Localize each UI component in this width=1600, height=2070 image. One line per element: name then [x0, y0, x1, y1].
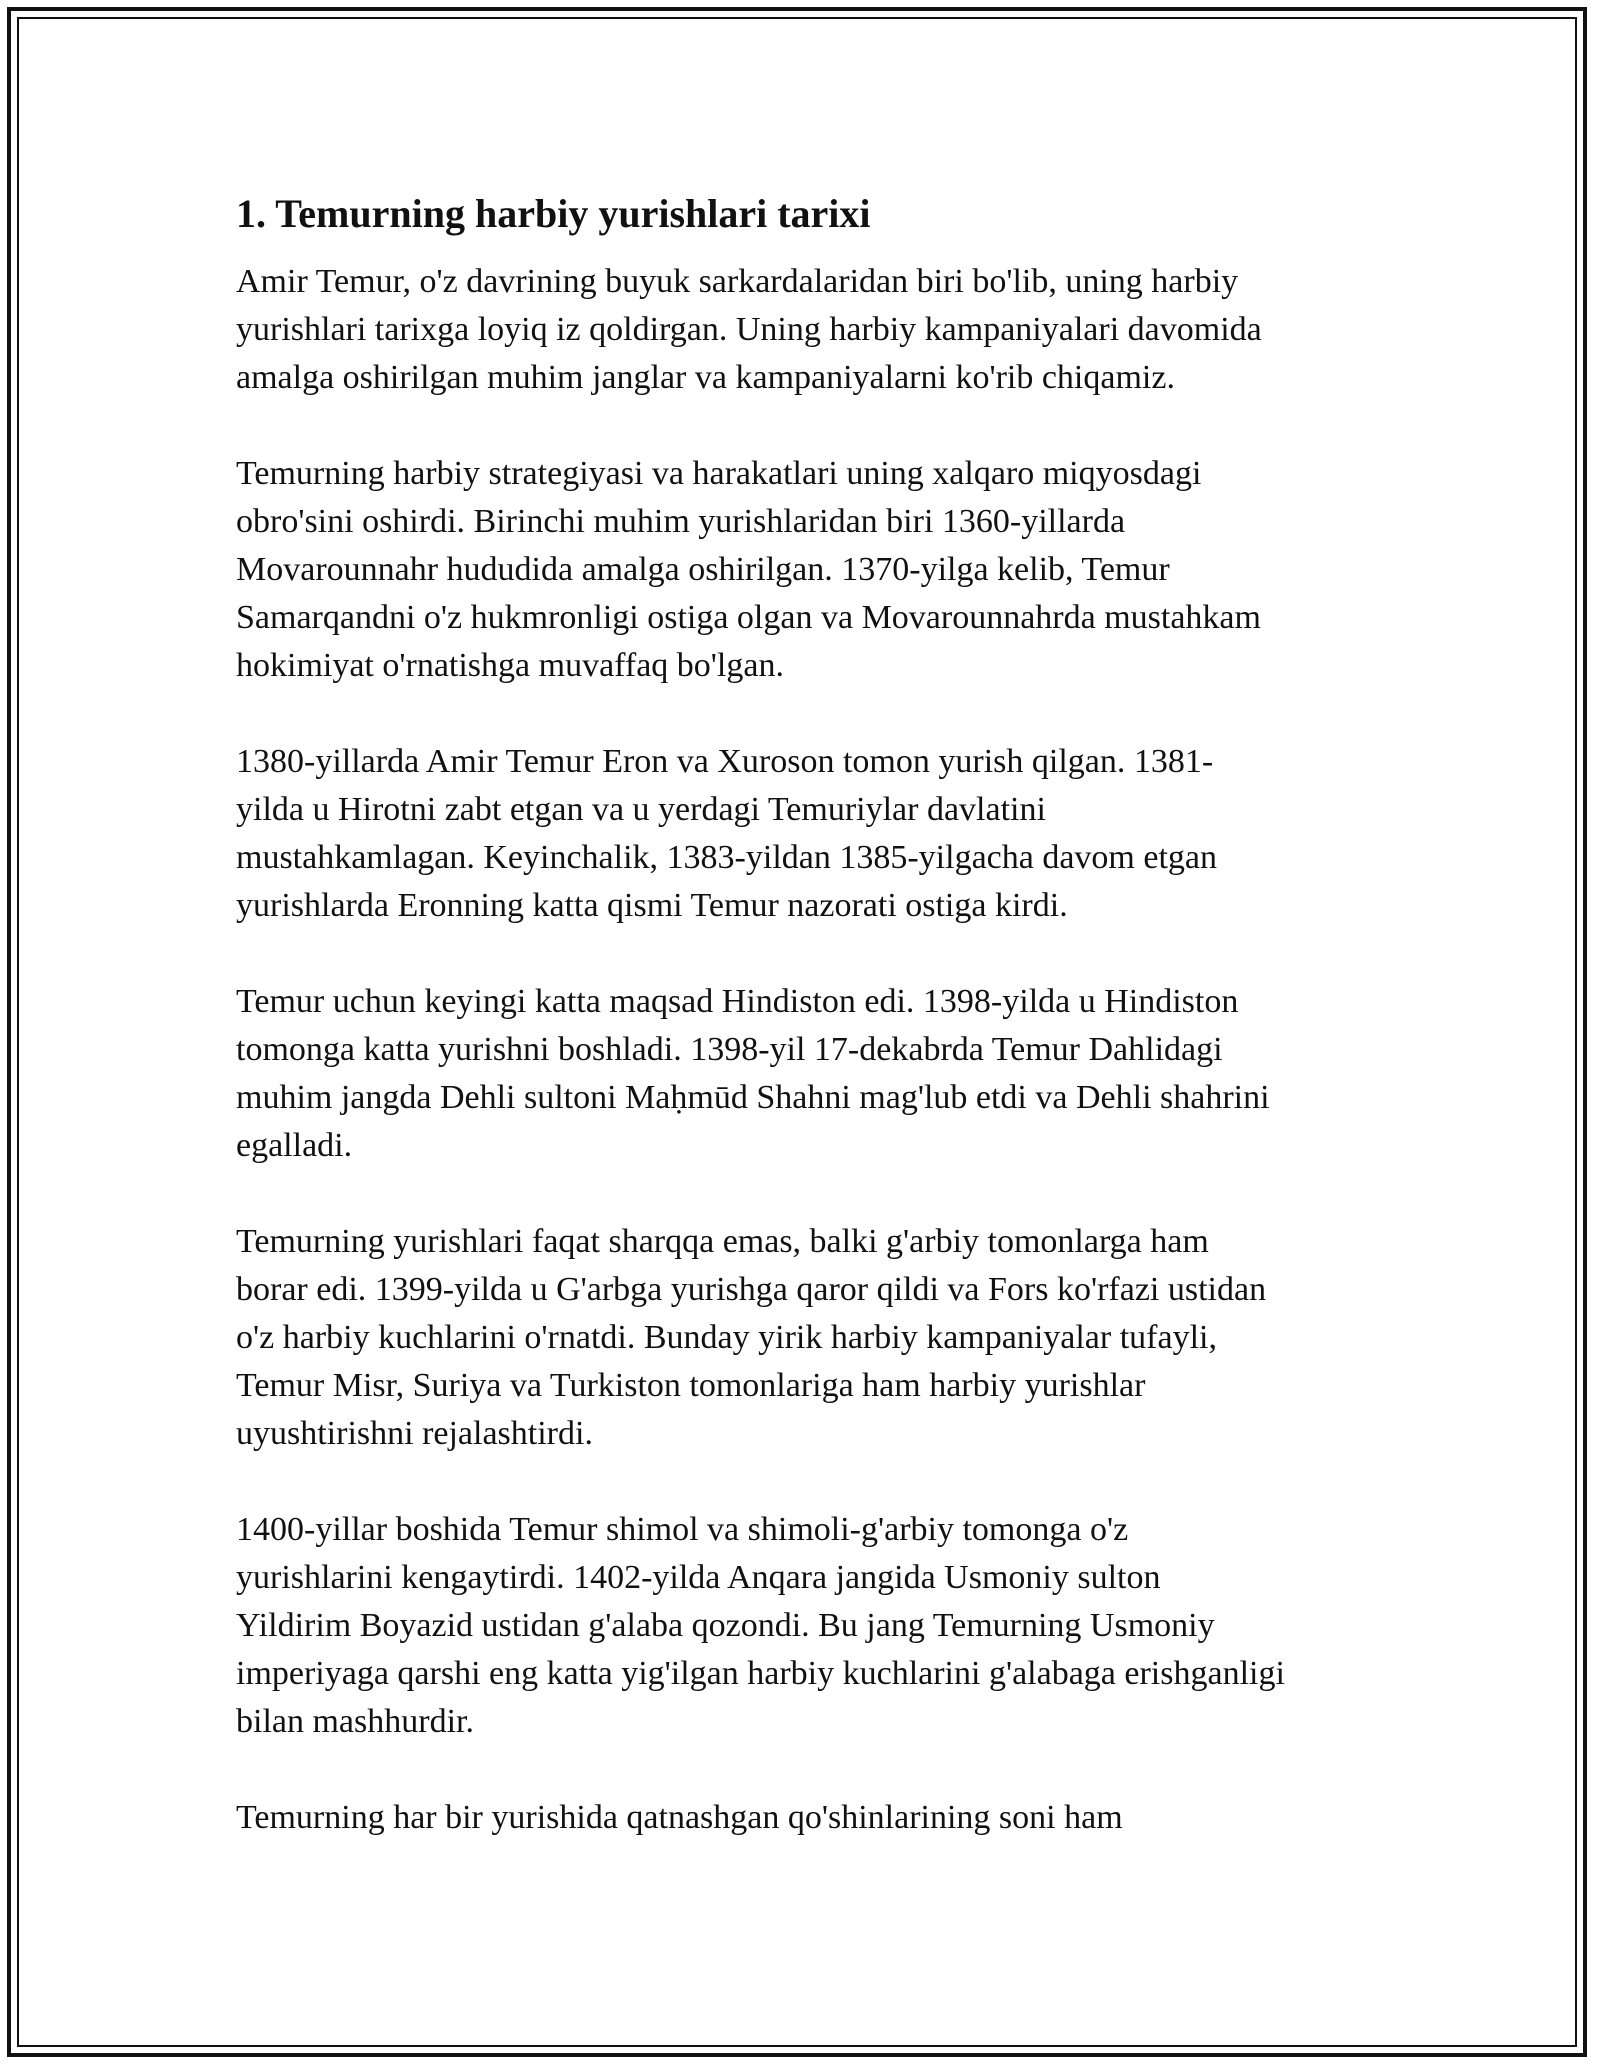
- paragraph-3: 1380-yillarda Amir Temur Eron va Xuroson tomon yurish qilgan. 1381- yilda u Hirotni zabt etgan va u yerdagi Temuriylar davlatini mustahkamlagan. Keyinchalik, 1383-yildan 1385-yilgacha davom etgan yurishlarda Eronning katta qismi Temur nazorati ostiga kirdi.: [236, 743, 1218, 924]
- section-heading: 1. Temurning harbiy yurishlari tarixi: [236, 191, 871, 236]
- paragraph-7: Temurning har bir yurishida qatnashgan qo'shinlarining soni ham: [236, 1799, 1123, 1836]
- paragraph-4: Temur uchun keyingi katta maqsad Hindiston edi. 1398-yilda u Hindiston tomonga katta yurishni boshladi. 1398-yil 17-dekabrda Temur Dahlidagi muhim jangda Dehli sultoni Maḥmūd Shahni mag'lub etdi va Dehli shahrini egalladi.: [236, 983, 1270, 1164]
- paragraph-6: 1400-yillar boshida Temur shimol va shimoli-g'arbiy tomonga o'z yurishlarini kengaytirdi. 1402-yilda Anqara jangida Usmoniy sulton Yildirim Boyazid ustidan g'alaba qozondi. Bu jang Temurning Usmoniy imperiyaga qarshi eng katta yig'ilgan harbiy kuchlarini g'alabaga erishganligi bilan mashhurdir.: [236, 1511, 1285, 1740]
- paragraph-5: Temurning yurishlari faqat sharqqa emas, balki g'arbiy tomonlarga ham borar edi. 1399-yilda u G'arbga yurishga qaror qildi va Fors ko'rfazi ustidan o'z harbiy kuchlarini o'rnatdi. Bunday yirik harbiy kampaniyalar tufayli, Temur Misr, Suriya va Turkiston tomonlariga ham harbiy yurishlar uyushtirishni rejalashtirdi.: [236, 1223, 1267, 1452]
- document-body: [236, 188, 1386, 1890]
- paragraph-1: Amir Temur, o'z davrining buyuk sarkardalaridan biri bo'lib, uning harbiy yurishlari tarixga loyiq iz qoldirgan. Uning harbiy kampaniyalari davomida amalga oshirilgan muhim janglar va kampaniyalarni ko'rib chiqamiz.: [236, 263, 1262, 396]
- paragraph-2: Temurning harbiy strategiyasi va harakatlari uning xalqaro miqyosdagi obro'sini oshirdi. Birinchi muhim yurishlaridan biri 1360-yillarda Movarounnahr hududida amalga oshirilgan. 1370-yilga kelib, Temur Samarqandni o'z hukmronligi ostiga olgan va Movarounnahrda mustahkam hokimiyat o'rnatishga muvaffaq bo'lgan.: [236, 455, 1261, 684]
